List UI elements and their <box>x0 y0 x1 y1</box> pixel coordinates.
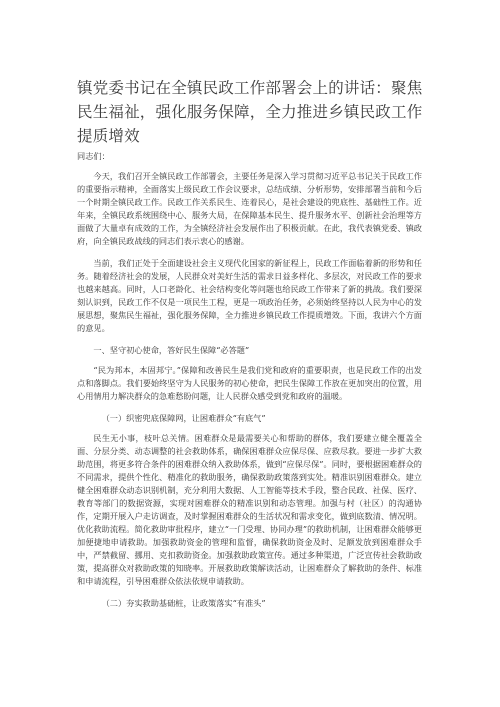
paragraph-situation: 当前，我们正处于全面建设社会主义现代化国家的新征程上，民政工作面临着新的形势和任务。随着经济社会的发展，人民群众对美好生活的需求日益多样化、多层次，对民政工作的要求也越来越高。同时，人口老龄化、社会结构变化等问题也给民政工作带来了新的挑战。我们要深刻认识到，民政工作不仅是一项民生工程，更是一项政治任务，必须始终坚持以人民为中心的发展思想，聚焦民生福祉，强化服务保障，全力推进乡镇民政工作提质增效。下面，我讲六个方面的意见。 <box>77 258 422 333</box>
document-title: 镇党委书记在全镇民政工作部署会上的讲话：聚焦民生福祉，强化服务保障，全力推进乡镇民政工作提质增效 <box>77 79 423 145</box>
section-1-paragraph: “民为邦本，本固邦宁。”保障和改善民生是我们党和政府的重要职责，也是民政工作的出发点和落脚点。我们要始终坚守为人民服务的初心使命，把民生保障工作放在更加突出的位置，用心用情用力解决群众的急难愁盼问题，让人民群众感受到党和政府的温暖。 <box>77 365 422 401</box>
paragraph-opening: 今天，我们召开全镇民政工作部署会，主要任务是深入学习贯彻习近平总书记关于民政工作的重要指示精神，全面落实上级民政工作会议要求，总结成绩、分析形势，安排部署当前和今后一个时期全镇民政工作。民政工作关系民生、连着民心，是社会建设的兜底性、基础性工作。近年来，全镇民政系统围绕中心、服务大局，在保障基本民生、提升服务水平、创新社会治理等方面做了大量卓有成效的工作，为全镇经济社会发展作出了积极贡献。在此，我代表镇党委、镇政府，向全镇民政战线的同志们表示衷心的感谢。 <box>77 171 422 246</box>
salutation: 同志们： <box>77 151 110 161</box>
subsection-1-paragraph: 民生无小事，枝叶总关情。困难群众是最需要关心和帮助的群体，我们要建立健全覆盖全面、分层分类、动态调整的社会救助体系，确保困难群众应保尽保、应救尽救。要进一步扩大救助范围，将更多符合条件的困难群众纳入救助体系，做到“应保尽保”。同时，要根据困难群众的不同需求，提供个性化、精准化的救助服务，确保救助政策落到实处。精准识别困难群众。建立健全困难群众动态识别机制，充分利用大数据、人工智能等技术手段，整合民政、社保、医疗、教育等部门的数据资源，实现对困难群众的精准识别和动态管理。加强与村（社区）的沟通协作，定期开展入户走访调查，及时掌握困难群众的生活状况和需求变化，做到底数清、情况明。优化救助流程。简化救助审批程序，建立“一门受理、协同办理”的救助机制，让困难群众能够更加便捷地申请救助。加强救助资金的管理和监督，确保救助资金及时、足额发放到困难群众手中，严禁截留、挪用、克扣救助资金。加强救助政策宣传。通过多种渠道，广泛宣传社会救助政策，提高群众对救助政策的知晓率。开展救助政策解读活动，让困难群众了解救助的条件、标准和申请流程，引导困难群众依法依规申请救助。 <box>77 433 422 586</box>
section-heading-1: 一、坚守初心使命，答好民生保障“必答题” <box>93 345 250 355</box>
subsection-heading-2: （二）夯实救助基础桩，让政策落实“有准头” <box>101 598 266 608</box>
subsection-heading-1: （一）织密兜底保障网，让困难群众“有底气” <box>101 413 266 423</box>
document-body <box>77 150 422 617</box>
